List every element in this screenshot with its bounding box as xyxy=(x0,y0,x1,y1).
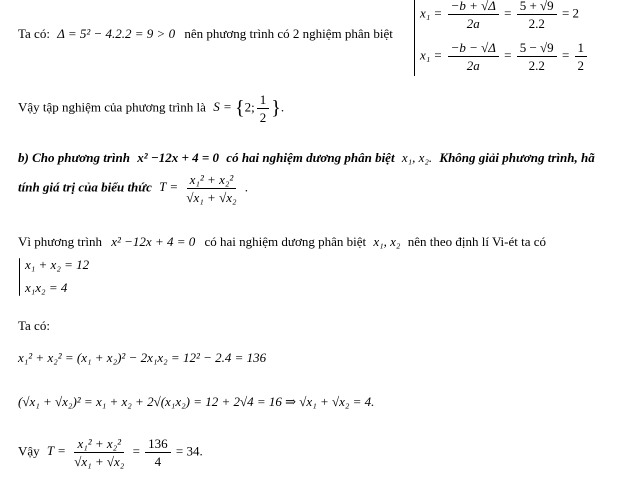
partb-frac xyxy=(183,172,239,205)
solution-set-S: S = xyxy=(213,99,232,115)
final-T: T = xyxy=(46,443,66,459)
root1-result: = 2 xyxy=(561,5,580,21)
vieta-line xyxy=(18,234,546,250)
root2 xyxy=(420,40,589,73)
root2-eq: = xyxy=(504,47,512,63)
partb-equation: x² −12x + 4 = 0 xyxy=(137,150,220,165)
root2-frac2 xyxy=(517,40,557,73)
root2-num: −b − √Δ xyxy=(448,40,499,57)
final-line xyxy=(18,436,203,469)
root1-den2: 2.2 xyxy=(528,16,545,31)
vieta-text2: có hai nghiệm dương phân biệt xyxy=(204,234,367,249)
partb-T: T = xyxy=(159,179,179,195)
root1-eq: = xyxy=(504,5,512,21)
line1-prefix: Ta có: xyxy=(18,26,50,41)
root1-num2: 5 + √9 xyxy=(517,0,557,15)
final-frac2-den: 4 xyxy=(154,454,162,469)
root1-frac xyxy=(448,0,499,31)
line1-text: nên phương trình có 2 nghiệm phân biệt xyxy=(184,26,393,41)
root2-den2: 2.2 xyxy=(528,58,545,73)
partb-text1: có hai nghiệm dương phân biệt xyxy=(226,150,395,165)
root2-result-eq: = xyxy=(561,47,570,63)
solution-set-text: Vậy tập nghiệm của phương trình là xyxy=(18,99,206,115)
root1-frac2 xyxy=(517,0,557,31)
eq-squares: x₁² + x₂² = (x₁ + x₂)² − 2x₁x₂ = 12² − 2.4 = 136 xyxy=(18,350,267,365)
partb-line2 xyxy=(18,172,248,205)
partb-frac-den: √x₁ + √x₂ xyxy=(186,190,237,205)
root2-result-frac xyxy=(575,40,588,73)
final-result: = 34. xyxy=(175,443,203,459)
partb-label: b) Cho phương trình xyxy=(18,150,130,165)
partb-frac-num: x₁² + x₂² xyxy=(187,172,237,189)
taco2: Ta có: xyxy=(18,318,50,333)
root1-num: −b + √Δ xyxy=(448,0,499,15)
solution-set-frac-den: 2 xyxy=(259,110,267,125)
final-eq: = xyxy=(132,443,140,459)
final-frac-den: √x₁ + √x₂ xyxy=(74,454,125,469)
root1-lhs: x₁ = xyxy=(420,5,443,21)
partb-vars: x₁, x₂. xyxy=(401,150,433,165)
vieta-sum: x₁ + x₂ = 12 xyxy=(25,257,90,272)
root2-result-num: 1 xyxy=(575,40,588,57)
solution-set-close-brace: } xyxy=(271,97,281,119)
partb-line2-text: tính giá trị của biểu thức xyxy=(18,179,152,195)
final-frac2-num: 136 xyxy=(145,436,171,453)
line1 xyxy=(18,26,393,42)
root2-den: 2a xyxy=(466,58,480,73)
eq-roots: (√x₁ + √x₂)² = x₁ + x₂ + 2√(x₁x₂) = 12 + 2√4 = 16 ⇒ √x₁ + √x₂ = 4. xyxy=(18,394,375,409)
vieta-text1: Vì phương trình xyxy=(18,234,102,249)
solution-set-a: 2; xyxy=(244,99,255,115)
final-frac-num: x₁² + x₂² xyxy=(74,436,124,453)
partb-end: . xyxy=(244,179,248,195)
partb-text2: Không giải phương trình, hã xyxy=(439,150,595,165)
vieta-vars: x₁, x₂ xyxy=(373,234,401,249)
root1 xyxy=(420,0,579,31)
partb-line1 xyxy=(18,150,595,166)
root2-frac xyxy=(448,40,499,73)
solution-set-frac xyxy=(257,92,270,125)
root2-num2: 5 − √9 xyxy=(517,40,557,57)
vieta-text3: nên theo định lí Vi-ét ta có xyxy=(407,234,547,249)
final-frac2 xyxy=(145,436,171,469)
roots-bracket xyxy=(414,0,415,76)
root1-den: 2a xyxy=(466,16,480,31)
solution-set-frac-num: 1 xyxy=(257,92,270,109)
root2-lhs: x₁ = xyxy=(420,47,443,63)
vieta-product: x₁x₂ = 4 xyxy=(25,280,68,295)
root2-result-den: 2 xyxy=(577,58,585,73)
solution-set-open-brace: { xyxy=(234,97,245,119)
solution-set xyxy=(18,92,284,125)
vieta-equation: x² −12x + 4 = 0 xyxy=(111,234,196,249)
vieta-brace xyxy=(19,258,20,296)
final-text: Vậy xyxy=(18,443,40,459)
final-frac xyxy=(71,436,127,469)
solution-set-end: . xyxy=(280,99,285,115)
line1-discriminant: Δ = 5² − 4.2.2 = 9 > 0 xyxy=(57,26,176,41)
